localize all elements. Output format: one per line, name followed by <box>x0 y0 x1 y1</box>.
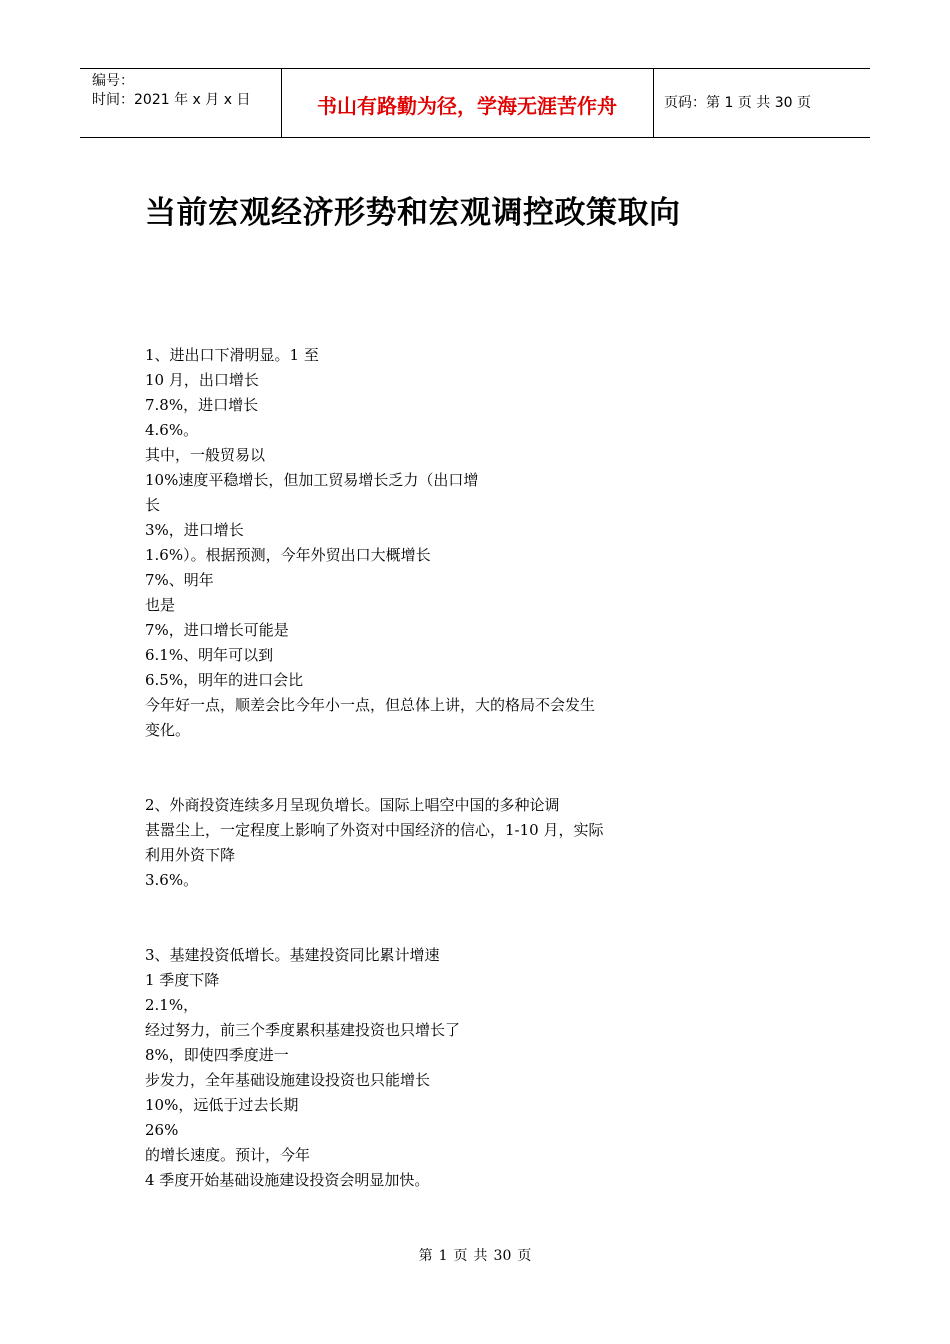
text-line: 其中，一般贸易以 <box>145 446 266 464</box>
paragraph-imports-exports <box>145 343 645 743</box>
footer-text: 共 <box>473 1248 488 1264</box>
text-line: 8%，即使四季度进一 <box>145 1046 289 1064</box>
text-line: 4 季度开始基础设施建设投资会明显加快。 <box>145 1171 430 1189</box>
text-line: 步发力，全年基础设施建设投资也只能增长 <box>145 1071 431 1089</box>
text-line: 利用外资下降 <box>145 846 236 864</box>
document-date: 时间：2021 年 x 月 x 日 <box>92 92 251 108</box>
text-line: 26% <box>145 1121 179 1139</box>
text-line: 3、基建投资低增长。基建投资同比累计增速 <box>145 946 440 964</box>
footer-text: 第 <box>418 1248 433 1264</box>
text-line: 1、进出口下滑明显。1 至 <box>145 346 319 364</box>
text-line: 变化。 <box>145 721 191 739</box>
text-line: 1.6%）。根据预测，今年外贸出口大概增长 <box>145 546 431 564</box>
text-line: 甚嚣尘上，一定程度上影响了外资对中国经济的信心，1-10 月，实际 <box>145 821 604 839</box>
text-line: 6.5%，明年的进口会比 <box>145 671 304 689</box>
document-number-label: 编号： <box>92 73 134 89</box>
text-line: 经过努力，前三个季度累积基建投资也只增长了 <box>145 1021 461 1039</box>
header-page-cell <box>654 69 870 137</box>
text-line: 7.8%，进口增长 <box>145 396 259 414</box>
footer-text: 页 <box>517 1248 532 1264</box>
footer-total-pages: 30 <box>493 1248 512 1264</box>
paragraph-foreign-investment <box>145 793 645 893</box>
header-left-cell <box>80 69 282 137</box>
text-line: 7%，进口增长可能是 <box>145 621 289 639</box>
header-motto-cell <box>281 69 654 137</box>
page-footer <box>0 1246 950 1266</box>
text-line: 也是 <box>145 596 176 614</box>
text-line: 3.6%。 <box>145 871 199 889</box>
text-line: 10%，远低于过去长期 <box>145 1096 299 1114</box>
text-line: 今年好一点，顺差会比今年小一点，但总体上讲，大的格局不会发生 <box>145 696 596 714</box>
document-body <box>145 343 645 1243</box>
text-line: 7%、明年 <box>145 571 214 589</box>
text-line: 1 季度下降 <box>145 971 220 989</box>
text-line: 6.1%、明年可以到 <box>145 646 274 664</box>
text-line: 4.6%。 <box>145 421 199 439</box>
text-line: 10 月，出口增长 <box>145 371 259 389</box>
paragraph-infrastructure-investment <box>145 943 645 1193</box>
text-line: 3%，进口增长 <box>145 521 244 539</box>
text-line: 2.1%， <box>145 996 199 1014</box>
text-line: 长 <box>145 496 161 514</box>
text-line: 的增长速度。预计，今年 <box>145 1146 311 1164</box>
footer-text: 页 <box>453 1248 468 1264</box>
text-line: 2、外商投资连续多月呈现负增长。国际上唱空中国的多种论调 <box>145 796 560 814</box>
footer-page-number: 1 <box>438 1248 448 1264</box>
header-page-info: 页码：第 1 页 共 30 页 <box>664 95 811 111</box>
header-motto: 书山有路勤为径，学海无涯苦作舟 <box>317 94 617 118</box>
page-header <box>80 68 870 138</box>
document-title: 当前宏观经济形势和宏观调控政策取向 <box>145 195 681 231</box>
text-line: 10%速度平稳增长，但加工贸易增长乏力（出口增 <box>145 471 479 489</box>
